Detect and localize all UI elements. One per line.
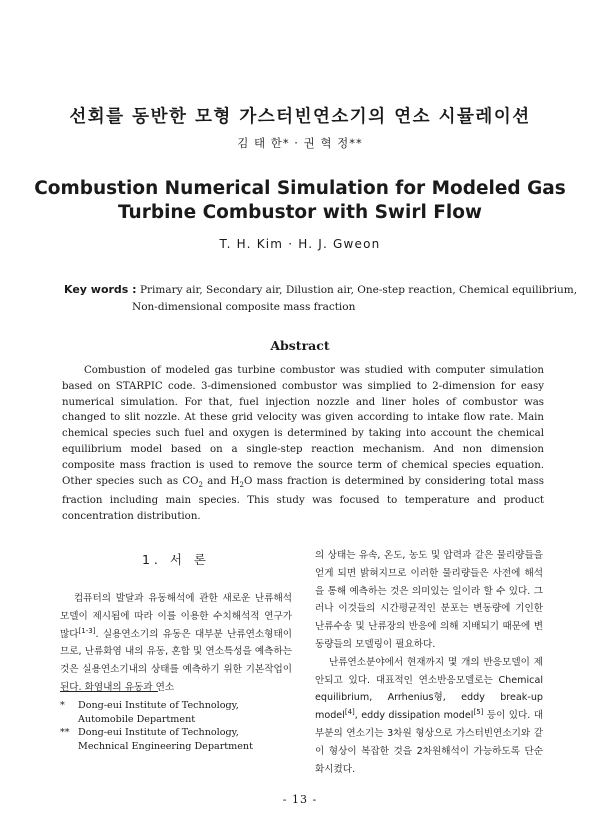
keywords-line1 <box>64 281 578 299</box>
abstract-body <box>62 363 544 525</box>
abstract-heading: Abstract <box>270 338 330 353</box>
keywords-label: Key words : <box>64 283 137 296</box>
intro-paragraph-2: 의 상태는 유속, 온도, 농도 및 압력과 같은 물리량들을 얻게 되면 밝혀지므로 이러한 물리량들은 사전에 해석을 통해 예측하는 것은 의미있는 일이라 할 수 있다. 그러나 이것들의 시간평균적인 분포는 변동량에 기인한 난류수송 및 난류장의 반응에 의해 지배되기 때문에 변동량들의 모델링이 필요하다. <box>315 550 543 650</box>
english-title-line2: Turbine Combustor with Swirl Flow <box>117 202 483 223</box>
footnotes <box>60 699 300 753</box>
korean-title: 선회를 동반한 모형 가스터빈연소기의 연소 시뮬레이션 <box>69 107 531 127</box>
korean-authors: 김 태 한* · 권 혁 정** <box>237 136 363 150</box>
keywords-text1: Primary air, Secondary air, Dilustion air, One-step reaction, Chemical equilibrium, <box>139 284 578 296</box>
left-column <box>60 550 292 697</box>
english-title <box>0 177 600 225</box>
footnote-2: ** Dong-eui Institute of Technology, Mechnical Engineering Department <box>60 727 253 752</box>
keywords <box>64 281 578 316</box>
footnote-1: * Dong-eui Institute of Technology, Automobile Department <box>60 700 239 725</box>
abstract-paragraph: Combustion of modeled gas turbine combustor was studied with computer simulation based on STARPIC code. 3-dimensioned combustor was simplied to 2-dimension for easy numerical simulation. For that, fuel injection nozzle and liner holes of combustor was changed to slit nozzle. At these grid velocity was given according to intake flow rate. Main chemical species such fuel and oxygen is determined by taking into account the chemical equilibrium model based on a single-step reaction mechanism. And non dimension composite mass fraction is used to remove the source term of chemical species equation. Other species such as $CO_2$ and $H_2O$ mass fraction is determined by considering total mass fraction including main species. This study was focused to temperature and product concentration distribution. <box>62 365 544 523</box>
right-column <box>315 547 543 778</box>
english-title-line1: Combustion Numerical Simulation for Modeled Gas <box>34 178 566 199</box>
intro-paragraph-1: 컴퓨터의 발달과 유동해석에 관한 새로운 난류해석모델이 제시됨에 따라 이를 이용한 수치해석적 연구가 많다[1-3]. 실용연소기의 유동은 대부분 난류연소형태이므로, 난류화염 내의 유동, 혼합 및 연소특성을 예측하는 것은 실용연소기내의 상태를 예측하기 위한 기본작업이 된다. 화염내의 유동과 연소 <box>60 593 292 693</box>
intro-paragraph-3: 난류연소분야에서 현재까지 몇 개의 반응모델이 제안되고 있다. 대표적인 연소반응모델로는 Chemical equilibrium, Arrhenius형, eddy break-up model[4], eddy dissipation model[5] 등이 있다. 대부분의 연소기는 3차원 형상으로 가스터빈연소기와 같이 형상이 복잡한 것을 2차원해석이 가능하도록 단순화시켰다. <box>315 656 543 775</box>
page-number: - 13 - <box>282 793 318 806</box>
footnote-divider <box>60 691 158 692</box>
section-heading: 1. 서 론 <box>141 552 211 567</box>
keywords-text2: Non-dimensional composite mass fraction <box>132 301 356 313</box>
english-authors: T. H. Kim · H. J. Gweon <box>219 237 381 251</box>
